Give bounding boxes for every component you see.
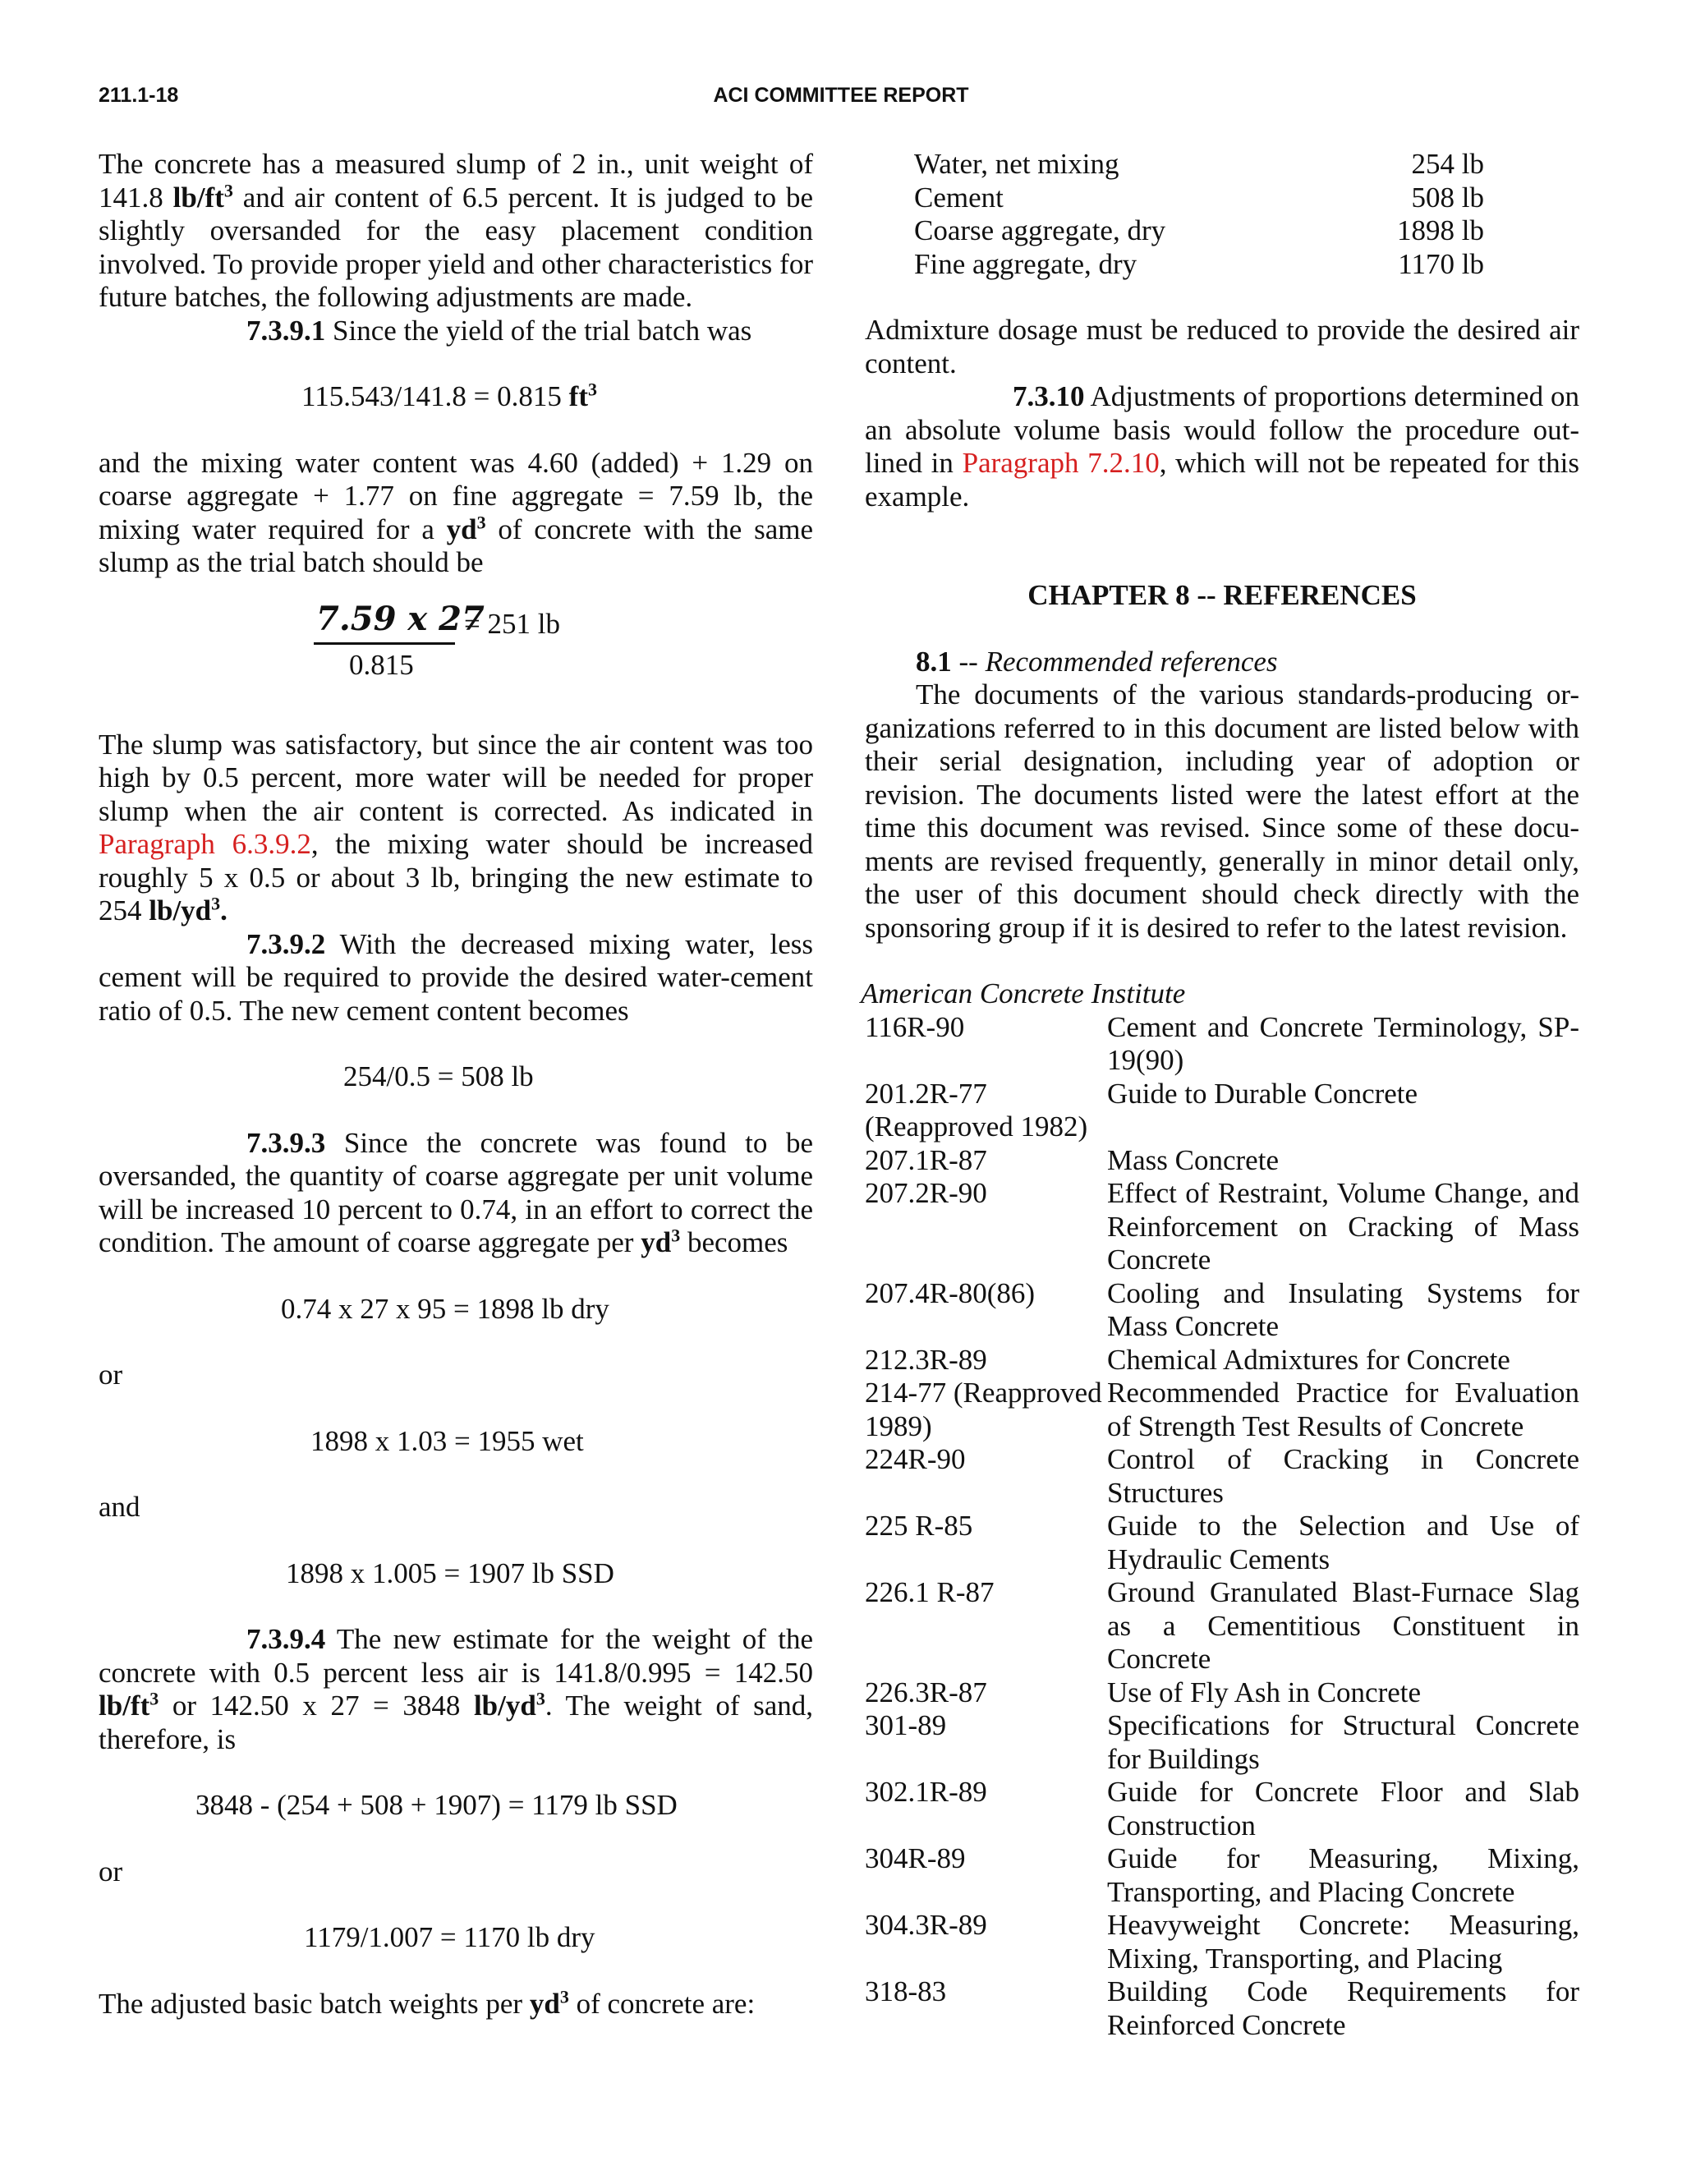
text-and: and (99, 1491, 140, 1523)
list-item: 226.3R-87 Use of Fly Ash in Concrete (865, 1676, 1422, 1708)
fraction-mixing-water (99, 599, 813, 706)
list-item: 304.3R-89 Heavyweight Concrete: Measuring, Mixing, Transporting, and Placing (865, 1909, 1579, 1975)
list-item: 201.2R-77 (Reapproved 1982) Guide to Durable Concrete (865, 1077, 1418, 1143)
fraction-numerator: 7.59 x 27 (316, 599, 485, 638)
fraction-result: = 251 lb (464, 607, 560, 640)
fraction-bar (314, 642, 455, 645)
equation-coarse-wet: 1898 x 1.03 = 1955 wet (310, 1424, 584, 1457)
paragraph-7-3-9-3: 7.3.9.3 Since the concrete was found to be oversanded, the quantity of coarse aggregate per unit volume will be increased 10 percent to 0.74, in an effort to correct the condition. The amount of coarse aggregate per $yd^3$ becomes (99, 1126, 813, 1258)
list-item: 225 R-85 Guide to the Selection and Use of Hydraulic Cements (865, 1510, 1579, 1575)
link-paragraph-7-2-10[interactable]: Paragraph 7.2.10 (962, 447, 1160, 479)
table-row: Fine aggregate, dry 1170 lb (914, 247, 1484, 280)
list-item: 212.3R-89 Chemical Admixtures for Concrete (865, 1343, 1510, 1376)
paragraph-slump: The slump was satisfactory, but since the air content was too high by 0.5 percent, more water will be needed for proper slump when the air content is corrected. As indicated in Paragraph 6.3.9.2, the mixing water should be increased roughly 5 x 0.5 or about 3 lb, bringing the new estimate to 254 $lb/yd^3$. (99, 728, 813, 926)
list-item: 304R-89 Guide for Measuring, Mixing, Transporting, and Placing Concrete (865, 1842, 1579, 1908)
chapter-heading: CHAPTER 8 -- REFERENCES (1027, 579, 1417, 611)
list-item: 207.2R-90 Effect of Restraint, Volume Change, and Reinforcement on Cracking of Mass Concrete (865, 1177, 1579, 1276)
equation-coarse-ssd: 1898 x 1.005 = 1907 lb SSD (286, 1556, 614, 1589)
paragraph-7-3-9-1: 7.3.9.1 Since the yield of the trial batch was (246, 314, 752, 347)
paragraph-trial-batch: The concrete has a measured slump of 2 in., unit weight of 141.8 $lb/ft^3$ and air content of 6.5 percent. It is judged to be slightly oversanded for the easy placement condition involved. To provide proper yield and other characteristics for future batches, the following adjustments are made. (99, 148, 813, 313)
references-group-heading: American Concrete Institute (861, 977, 1186, 1009)
text-or: or (99, 1855, 123, 1887)
paragraph-mixing-water: and the mixing water content was 4.60 (added) + 1.29 on coarse aggregate + 1.77 on fine aggregate = 7.59 lb, the mixing water required for a $yd^3$ of concrete with the same slump as the trial batch should be (99, 446, 813, 578)
paragraph-adjusted-weights: The adjusted basic batch weights per $yd^3$ of concrete are: (99, 1985, 756, 2020)
list-item: 301-89 Specifications for Structural Concrete for Buildings (865, 1709, 1579, 1775)
equation-cement: 254/0.5 = 508 lb (343, 1060, 534, 1092)
paragraph-admixture: Admixture dosage must be reduced to provide the desired air content. (865, 314, 1579, 379)
paragraph-references-intro: The documents of the various standards-producing or-ganizations referred to in this document are listed below with their serial designation, including year of adoption or revision. The documents listed were the latest effort at the time this document was revised. Since some of these docu-ments are revised frequently, generally in minor detail only, the user of this document should check directly with the sponsoring group if it is desired to refer to the latest revision. (865, 678, 1579, 944)
paragraph-7-3-9-2: 7.3.9.2 With the decreased mixing water, less cement will be required to provide the desired water-cement ratio of 0.5. The new cement content becomes (99, 927, 813, 1027)
equation-sand-dry: 1179/1.007 = 1170 lb dry (304, 1921, 595, 1953)
list-item: 224R-90 Control of Cracking in Concrete Structures (865, 1443, 1579, 1509)
paragraph-7-3-10: 7.3.10 Adjustments of proportions determined on an absolute volume basis would follow the procedure out-lined in Paragraph 7.2.10, which will not be repeated for this example. (865, 380, 1579, 513)
list-item: 318-83 Building Code Requirements for Reinforced Concrete (865, 1975, 1579, 2041)
list-item: 302.1R-89 Guide for Concrete Floor and Slab Construction (865, 1776, 1579, 1841)
running-head: ACI COMMITTEE REPORT (713, 84, 969, 107)
table-row: Cement 508 lb (914, 181, 1484, 214)
list-item: 214-77 (Reapproved 1989) Recommended Practice for Evaluation of Strength Test Results of Concrete (865, 1377, 1579, 1442)
list-item: 207.1R-87 Mass Concrete (865, 1143, 1279, 1176)
equation-yield: 115.543/141.8 = 0.815 $ft^3$ (301, 379, 597, 412)
left-column (99, 148, 813, 2021)
equation-sand-ssd: 3848 - (254 + 508 + 1907) = 1179 lb SSD (195, 1789, 678, 1821)
equation-coarse-dry: 0.74 x 27 x 95 = 1898 lb dry (281, 1292, 609, 1325)
reference-list (865, 1011, 1579, 2043)
section-heading-8-1: 8.1 -- Recommended references (916, 645, 1278, 678)
paragraph-7-3-9-4: 7.3.9.4 The new estimate for the weight of the concrete with 0.5 percent less air is 141.8/0.995 = 142.50 $lb/ft^3$ or 142.50 x 27 = 3848 $lb/yd^3$. The weight of sand, therefore, is (99, 1623, 813, 1755)
right-column (861, 148, 1579, 2042)
table-row: Water, net mixing 254 lb (914, 148, 1484, 180)
text-or: or (99, 1359, 123, 1391)
page-number: 211.1-18 (99, 84, 179, 107)
table-row: Coarse aggregate, dry 1898 lb (914, 214, 1484, 246)
list-item: 226.1 R-87 Ground Granulated Blast-Furnace Slag as a Cementitious Constituent in Concrete (865, 1576, 1579, 1675)
list-item: 116R-90 Cement and Concrete Terminology, SP-19(90) (865, 1010, 1579, 1076)
batch-weights-table (914, 148, 1579, 281)
list-item: 207.4R-80(86) Cooling and Insulating Systems for Mass Concrete (865, 1276, 1579, 1342)
link-paragraph-6-3-9-2[interactable]: Paragraph 6.3.9.2 (99, 828, 311, 860)
fraction-denominator: 0.815 (349, 648, 414, 681)
